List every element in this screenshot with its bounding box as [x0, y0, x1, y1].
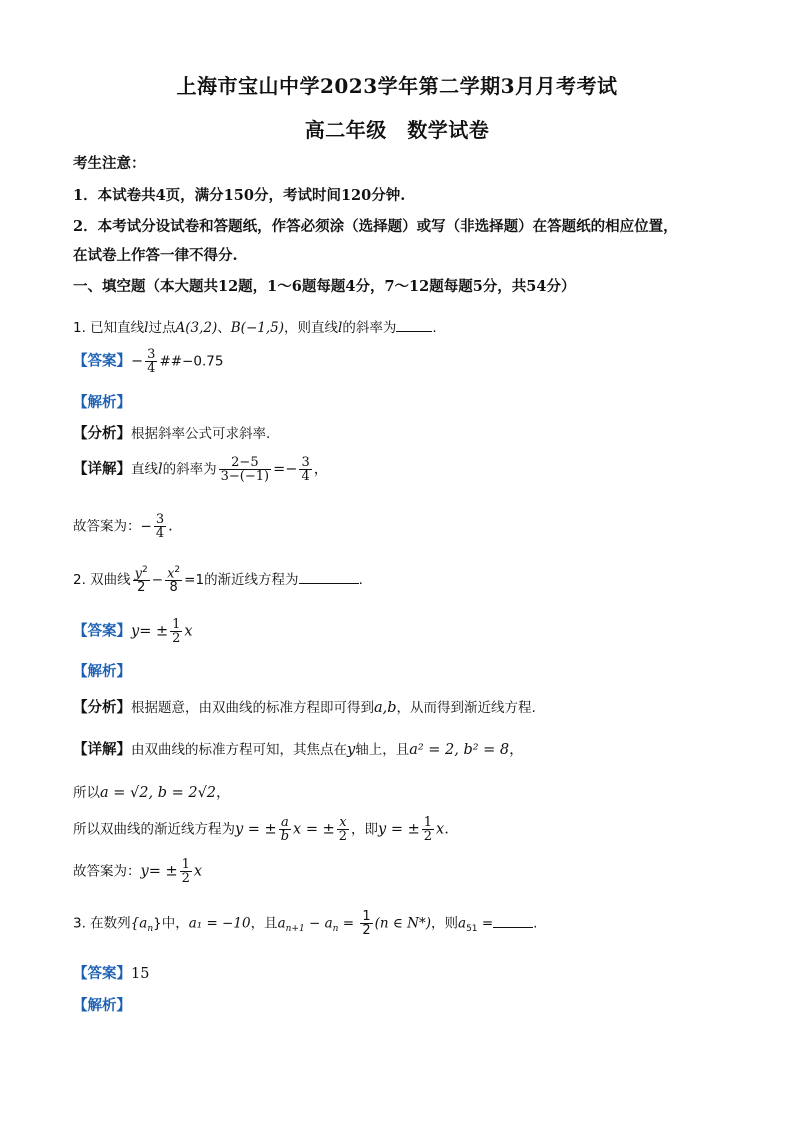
q1-fenxi: 【分析】根据斜率公式可求斜率.	[73, 425, 271, 442]
q2-detail: 【详解】由双曲线的标准方程可知，其焦点在y轴上，且a² = 2, b² = 8，	[73, 741, 524, 758]
question-1: 1. 已知直线l过点A(3,2)、B(−1,5)，则直线l的斜率为 .	[73, 316, 437, 336]
page-subtitle: 高二年级 数学试卷	[304, 118, 490, 142]
question-2: 2. 双曲线 $\frac{y^2}{2}$ − $\frac{x^2}{8}$ =1的渐近线方程为 .	[73, 565, 363, 596]
q2-answer: 【答案】y= ± $\frac{1}{2}$ x	[73, 617, 193, 646]
answer-blank	[396, 317, 432, 332]
q1-answer: 【答案】− $\frac{3}{4}$ ##−0.75	[73, 347, 224, 376]
answer-blank	[493, 913, 533, 928]
q2-so2: 所以双曲线的渐近线方程为y = ± $\frac{a}{b}$ x = ± $\frac{x}{2}$ ，即y = ± $\frac{1}{2}$ x.	[73, 815, 449, 844]
notice-item-2: 2．本考试分设试卷和答题纸，作答必须涂（选择题）或写（非选择题）在答题纸的相应位置，	[73, 218, 678, 235]
answer-blank	[299, 569, 359, 584]
q1-detail: 【详解】直线l的斜率为 $\frac{2-5}{3-(-1)}$ =− $\frac{3}{4}$ ，	[73, 455, 329, 484]
q2-analysis-tag: 【解析】	[73, 663, 131, 680]
q3-analysis-tag: 【解析】	[73, 997, 131, 1014]
notice-item-1: 1．本试卷共4页，满分150分，考试时间120分钟.	[73, 187, 406, 204]
q1-conclusion: 故答案为：− $\frac{3}{4}$ .	[73, 512, 173, 541]
q2-so1: 所以a = √2, b = 2√2，	[73, 785, 231, 801]
section-heading: 一、填空题（本大题共12题，1～6题每题4分，7～12题每题5分，共54分）	[73, 278, 576, 295]
q2-fenxi: 【分析】根据题意，由双曲线的标准方程即可得到a,b，从而得到渐近线方程.	[73, 699, 536, 716]
q3-answer: 【答案】15	[73, 965, 150, 982]
notice-item-2-cont: 在试卷上作答一律不得分.	[73, 247, 238, 264]
notice-heading: 考生注意：	[73, 155, 146, 172]
q2-conclusion: 故答案为：y= ± $\frac{1}{2}$ x	[73, 857, 203, 886]
page-title: 上海市宝山中学2023学年第二学期3月月考考试	[176, 74, 618, 98]
question-3: 3. 在数列$\{a_n\}$中，a₁ = −10，且$a_{n+1} - a_n$ = $\frac{1}{2}$ (n ∈ N*)，则$a_{51}$ = .	[73, 909, 538, 938]
q1-analysis-tag: 【解析】	[73, 394, 131, 411]
